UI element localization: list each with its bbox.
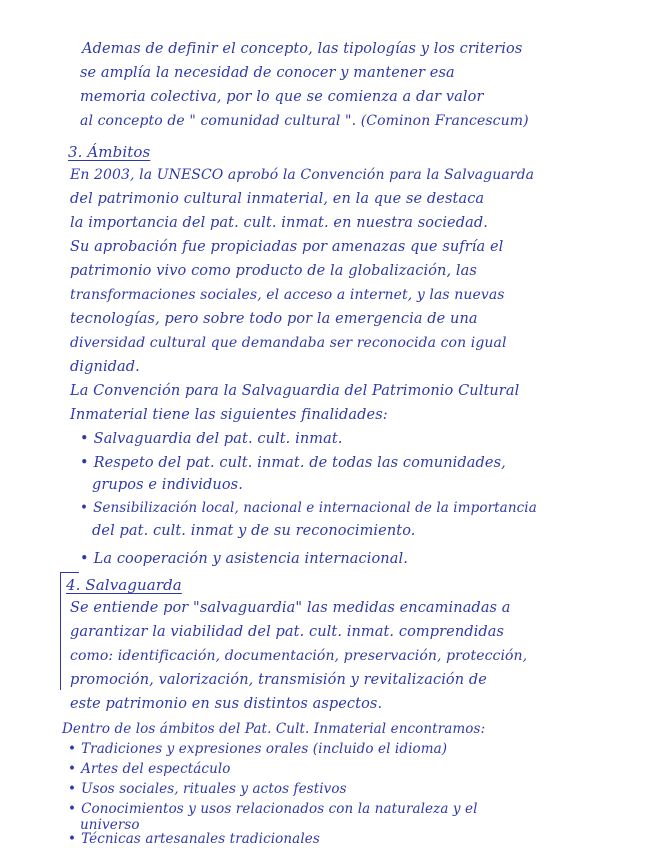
convention-intro-line-2: Inmaterial tiene las siguientes finalidades: — [70, 407, 388, 423]
section-3-line-1: En 2003, la UNESCO aprobó la Convención para la Salvaguarda — [70, 167, 535, 183]
finalidad-item-2-cont: grupos e individuos. — [92, 477, 243, 493]
section-4-line-5: este patrimonio en sus distintos aspectos. — [70, 696, 383, 712]
ambito-item-1: • Tradiciones y expresiones orales (incluido el idioma) — [68, 743, 447, 757]
ambito-item-4: • Conocimientos y usos relacionados con la naturaleza y el — [68, 803, 478, 817]
section-4-bracket-line — [60, 572, 61, 690]
intro-line-3: memoria colectiva, por lo que se comienza a dar valor — [80, 89, 484, 105]
intro-line-1: Ademas de definir el concepto, las tipologías y los criterios — [82, 41, 523, 57]
finalidad-item-1: • Salvaguardia del pat. cult. inmat. — [80, 432, 343, 447]
section-4-line-4: promoción, valorización, transmisión y revitalización de — [70, 672, 487, 688]
section-4-line-3: como: identificación, documentación, preservación, protección, — [70, 648, 528, 664]
section-4-line-1: Se entiende por "salvaguardia" las medidas encaminadas a — [70, 600, 511, 616]
section-3-line-3: la importancia del pat. cult. inmat. en nuestra sociedad. — [70, 215, 488, 231]
finalidad-item-2: • Respeto del pat. cult. inmat. de todas las comunidades, — [80, 456, 506, 471]
finalidad-item-3: • Sensibilización local, nacional e internacional de la importancia — [80, 502, 537, 516]
intro-line-4: al concepto de " comunidad cultural ". (Cominon Francescum) — [80, 113, 529, 129]
ambito-item-5: • Técnicas artesanales tradicionales — [68, 833, 320, 847]
section-3-heading: 3. Ámbitos — [68, 143, 151, 161]
ambito-item-3: • Usos sociales, rituales y actos festivos — [68, 783, 347, 797]
section-3-line-8: diversidad cultural que demandaba ser reconocida con igual — [70, 335, 507, 351]
section-4-heading: 4. Salvaguarda — [66, 576, 182, 594]
section-3-line-5: patrimonio vivo como producto de la globalización, las — [70, 263, 477, 279]
ambito-item-4-cont: universo — [80, 817, 140, 833]
section-3-line-9: dignidad. — [70, 359, 140, 375]
convention-intro-line-1: La Convención para la Salvaguardia del Patrimonio Cultural — [70, 383, 520, 399]
section-4-line-2: garantizar la viabilidad del pat. cult. inmat. comprendidas — [70, 624, 505, 640]
finalidad-item-4: • La cooperación y asistencia internacional. — [80, 552, 408, 567]
section-3-line-7: tecnologías, pero sobre todo por la emergencia de una — [70, 311, 478, 327]
ambitos-intro: Dentro de los ámbitos del Pat. Cult. Inmaterial encontramos: — [62, 721, 486, 737]
section-3-line-4: Su aprobación fue propiciadas por amenazas que sufría el — [70, 239, 504, 255]
finalidad-item-3-cont: del pat. cult. inmat y de su reconocimiento. — [92, 523, 416, 539]
ambito-item-2: • Artes del espectáculo — [68, 763, 231, 777]
section-3-line-2: del patrimonio cultural inmaterial, en la que se destaca — [70, 191, 485, 207]
section-3-line-6: transformaciones sociales, el acceso a internet, y las nuevas — [70, 287, 505, 303]
intro-line-2: se amplía la necesidad de conocer y mantener esa — [80, 65, 455, 81]
